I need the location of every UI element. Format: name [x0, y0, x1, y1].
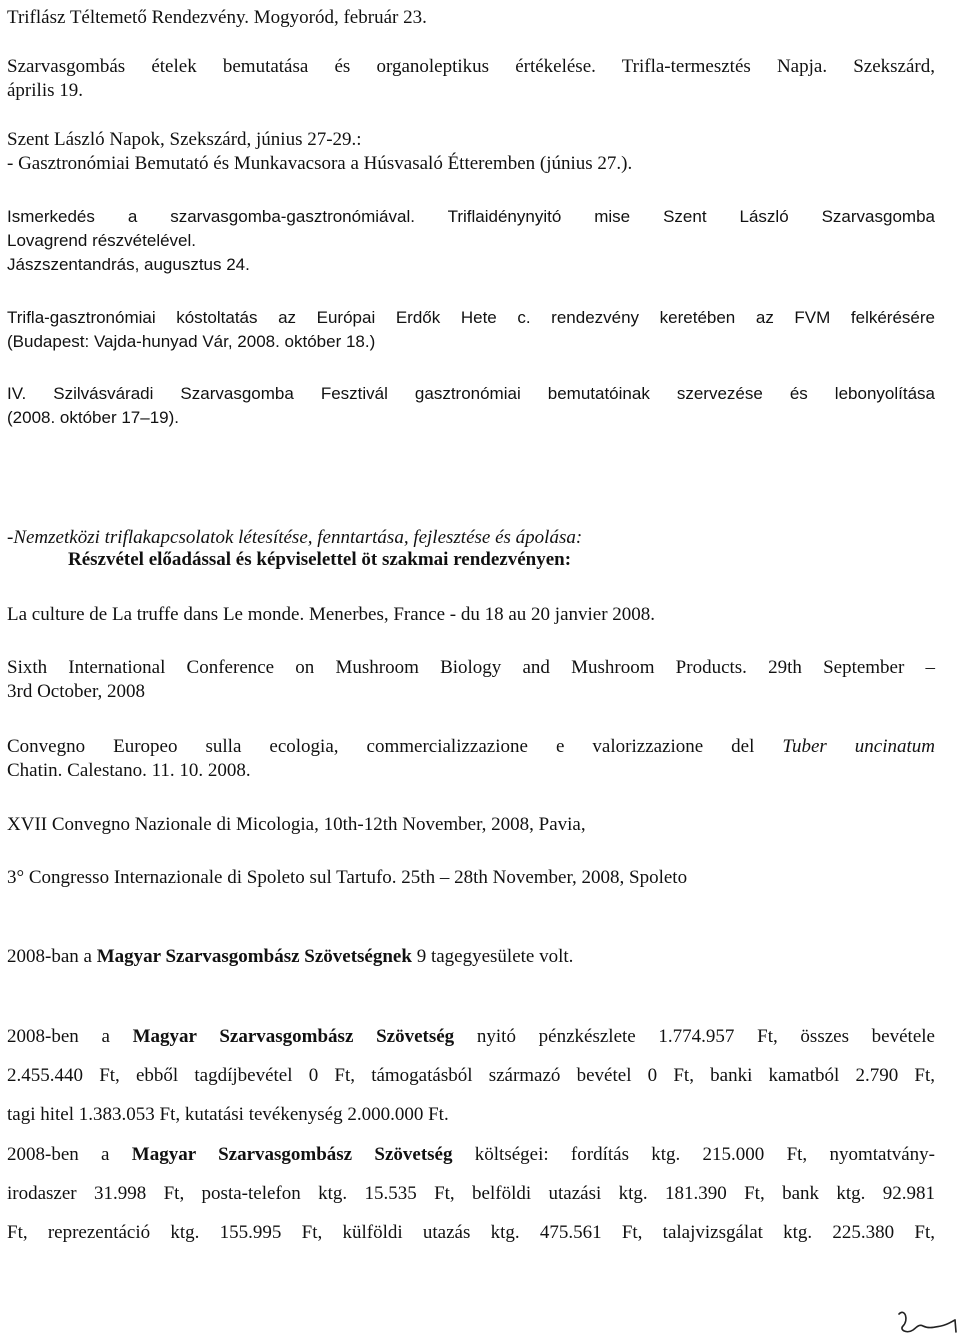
association-name: Magyar Szarvasgombász Szövetségnek	[96, 946, 412, 967]
association-name: Magyar Szarvasgombász Szövetség	[131, 1144, 453, 1165]
conference-spoleto: 3° Congresso Internazionale di Spoleto sul Tartufo. 25th – 28th November, 2008, Spoleto	[7, 867, 688, 888]
conference-sixth-international-line1: Sixth International Conference on Mushroom Biology and Mushroom Products. 29th September –	[7, 657, 935, 678]
event-jaszszentandras: Jászszentandrás, augusztus 24.	[7, 255, 250, 274]
conference-convegno-europeo-line2: Chatin. Calestano. 11. 10. 2008.	[7, 760, 251, 781]
signature-mark	[895, 1300, 960, 1337]
conference-pavia: XVII Convegno Nazionale di Micologia, 10th-12th November, 2008, Pavia,	[7, 814, 586, 835]
expenses-paragraph-line3: Ft, reprezentáció ktg. 155.995 Ft, külföldi utazás ktg. 475.561 Ft, talajvizsgálat ktg. 225.380 Ft,	[7, 1222, 935, 1243]
event-mogyorod: Triflász Téltemető Rendezvény. Mogyoród, február 23.	[7, 7, 427, 28]
event-szekszard-line2: április 19.	[7, 80, 83, 101]
event-szilvasvarad-line1: IV. Szilvásváradi Szarvasgomba Fesztivál gasztronómiai bemutatóinak szervezése és lebonyolítása	[7, 384, 935, 403]
event-erdok-hete-line1: Trifla-gasztronómiai kóstoltatás az Európai Erdők Hete c. rendezvény keretében az FVM felkérésére	[7, 308, 935, 327]
event-szilvasvarad-line2: (2008. október 17–19).	[7, 408, 180, 427]
members-count-paragraph: 2008-ban a Magyar Szarvasgombász Szövetségnek 9 tagegyesülete volt.	[7, 946, 574, 967]
expenses-paragraph-line2: irodaszer 31.998 Ft, posta-telefon ktg. 15.535 Ft, belföldi utazási ktg. 181.390 Ft, bank ktg. 92.981	[7, 1183, 935, 1204]
event-szekszard-line1: Szarvasgombás ételek bemutatása és organoleptikus értékelése. Trifla-termesztés Napja. Szekszárd,	[7, 56, 935, 77]
income-paragraph-line1: 2008-ben a Magyar Szarvasgombász Szövetség nyitó pénzkészlete 1.774.957 Ft, összes bevétele	[7, 1026, 935, 1047]
event-ismerkedes-line2: Lovagrend részvételével.	[7, 231, 197, 250]
event-erdok-hete-line2: (Budapest: Vajda-hunyad Vár, 2008. október 18.)	[7, 332, 376, 351]
association-name: Magyar Szarvasgombász Szövetség	[132, 1026, 455, 1047]
section-subheading-participation: Részvétel előadással és képviselettel öt szakmai rendezvényen:	[68, 549, 572, 570]
section-heading-international: -Nemzetközi triflakapcsolatok létesítése, fenntartása, fejlesztése és ápolása:	[7, 527, 583, 548]
expenses-paragraph-line1: 2008-ben a Magyar Szarvasgombász Szövetség költségei: fordítás ktg. 215.000 Ft, nyomtatvány-	[7, 1144, 935, 1165]
tuber-uncinatum-text: Tuber uncinatum	[782, 736, 935, 757]
event-ismerkedes-line1: Ismerkedés a szarvasgomba-gasztronómiával. Triflaidénynyitó mise Szent László Szarvasgomba	[7, 207, 935, 226]
event-szent-laszlo-napok: Szent László Napok, Szekszárd, június 27-29.:	[7, 129, 362, 150]
convegno-europeo-text: Convegno Europeo sulla ecologia, commercializzazione e valorizzazione del	[7, 736, 783, 757]
conference-convegno-europeo-line1	[7, 735, 935, 758]
income-paragraph-line3: tagi hitel 1.383.053 Ft, kutatási tevékenység 2.000.000 Ft.	[7, 1104, 449, 1125]
event-gasztronomiai-bemutato: - Gasztronómiai Bemutató és Munkavacsora a Húsvasaló Étteremben (június 27.).	[7, 153, 633, 174]
conference-sixth-international-line2: 3rd October, 2008	[7, 681, 146, 702]
income-paragraph-line2: 2.455.440 Ft, ebből tagdíjbevétel 0 Ft, támogatásból származó bevétel 0 Ft, banki kamatból 2.790 Ft,	[7, 1065, 935, 1086]
conference-menerbes: La culture de La truffe dans Le monde. Menerbes, France - du 18 au 20 janvier 2008.	[7, 604, 656, 625]
